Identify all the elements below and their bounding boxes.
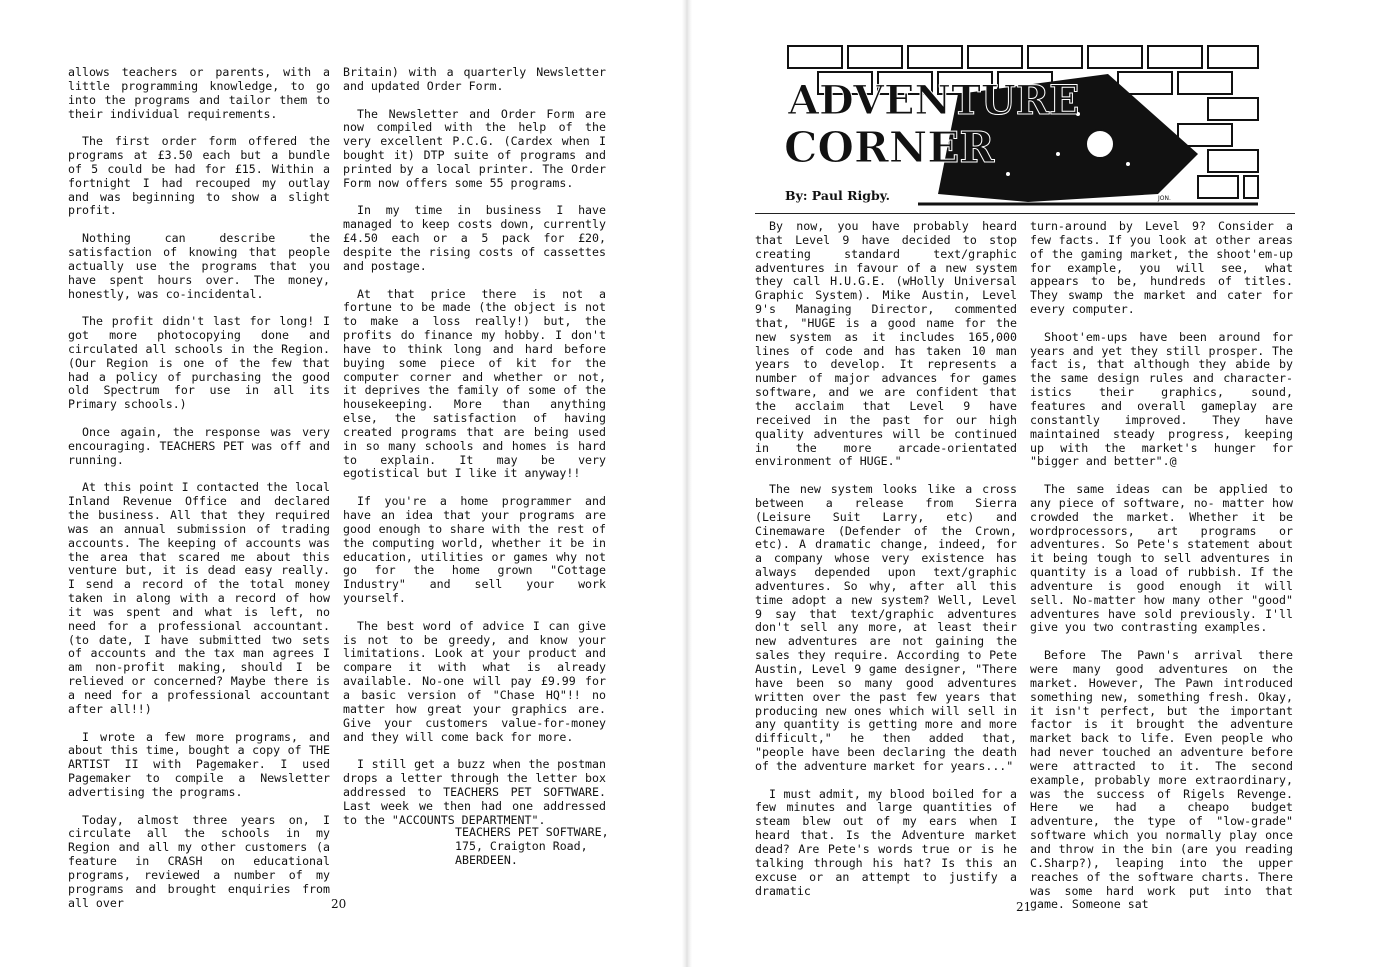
byline: By: Paul Rigby. [785, 188, 890, 203]
paragraph: The best word of advice I can give is not to be greedy, and know your limitations. Look at your product and compare it with what is already available. No-one will pay £9.99 for a basic version of "Chase HQ"!! no matter how great your graphics are. Give your customers value-for-money and they will come back for more. [343, 618, 606, 744]
adventure-corner-banner [778, 44, 1262, 206]
paragraph: Before The Pawn's arrival there were many good adventures on the market. However, The Pawn introduced something new, something fresh. Okay, it isn't perfect, but the important factor is it brought the adventure market back to life. Even people who had never touched an adventure before were attracted to it. The second example, probably more extraordinary, was the success of Rigels Revenge. Here we had a cheapo budget adventure, the type of "low-grade" software which you normally play once and throw in the bin (are you reading C.Sharp?), leaping into the upper reaches of the software charts. There was some hard work put into that game. Someone sat [1030, 648, 1293, 912]
banner-title-line1: ADVENTURE [788, 77, 1080, 124]
paragraph: Britain) with a quarterly Newsletter and updated Order Form. [343, 65, 606, 93]
paragraph: Nothing can describe the satisfaction of knowing that people actually use the programs that you have spent hours over. The money, honestly, was co-incidental. [68, 231, 330, 301]
right-column-2 [1030, 220, 1293, 926]
company-address: TEACHERS PET SOFTWARE, 175, Craigton Road, ABERDEEN. [455, 825, 609, 867]
page-number-left: 20 [331, 897, 347, 911]
paragraph: Once again, the response was very encouraging. TEACHERS PET was off and running. [68, 424, 330, 467]
paragraph: The Newsletter and Order Form are now compiled with the help of the very excellent P.C.G. (Cardex when I bought it) DTP suite of programs and printed by a local printer. The Order Form now offers some 55 programs. [343, 106, 606, 190]
paragraph: The profit didn't last for long! I got more photocopying done and circulated all schools in the Region. (Our Region is one of the few that had a policy of purchasing the good old Spectrum for use in all its Primary schools.) [68, 314, 330, 412]
paragraph: The first order form offered the programs at £3.50 each but a bundle of 5 could be had for £15. Within a fortnight I had recouped my outlay and was beginning to show a slight profit. [68, 134, 330, 218]
header-rule [755, 213, 1295, 214]
banner-title-line2: CORNER [784, 123, 995, 172]
left-column-1 [68, 66, 330, 924]
paragraph: Shoot'em-ups have been around for years and yet they still prosper. The fact is, that although they abide by the same design rules and character-istics their graphics, sound, features and overall gameplay are constantly improved. They have maintained steady progress, keeping up with the market's hunger for "bigger and better".@ [1030, 329, 1293, 469]
paragraph: By now, you have probably heard that Level 9 have decided to stop creating standard text/graphic adventures in favour of a new system they call H.U.G.E. (wHolly Universal Graphic System). Mike Austin, Level 9's Managing Director, commented that, "HUGE is a good name for the new system as it includes 165,000 lines of code and has taken 10 man years to develop. It represents a number of major advances for games software, and we are confident that the acclaim that Level 9 have received in the past for our high quality adventures will be continued in the more arcade-orientated environment of HUGE." [755, 219, 1017, 469]
paragraph: At this point I contacted the local Inland Revenue Office and declared the business. All that they required was an annual submission of trading accounts. The keeping of accounts was the area that scared me about this venture but, it is dead easy really. I send a record of the total money taken in along with a record of how it was spent and what is left, no need for a professional accountant. (to date, I have submitted two sets of accounts and the tax man agrees I am non-profit making, should I be relieved or concerned? Maybe there is a need for a professional accountant after all!!) [68, 480, 330, 716]
page-gutter [682, 0, 692, 967]
paragraph: turn-around by Level 9? Consider a few facts. If you look at other areas of the gaming market, the shoot'em-up for example, you will see, what appears to be, hundreds of titles. They swamp the market and cater for every computer. [1030, 219, 1293, 317]
paragraph: I must admit, my blood boiled for a few minutes and large quantities of steam blew out of my ears when I heard that. Is the Adventure market dead? Are Pete's words true or is he talking through his hat? Is this an excuse or an attempt to justify a dramatic [755, 786, 1017, 898]
paragraph: The same ideas can be applied to any piece of software, no- matter how crowded the market. Whether it be wordprocessors, art programs or adventures. So Pete's statement about it being tough to sell adventures in quantity is a load of rubbish. If the adventure is good enough it will sell. No-matter how many other "good" adventures have sold previously. I'll give you two contrasting examples. [1030, 482, 1293, 635]
paragraph: I still get a buzz when the postman drops a letter through the letter box addressed to TEACHERS PET SOFTWARE. Last week we then had one addressed to the "ACCOUNTS DEPARTMENT". [343, 757, 606, 827]
paragraph: At that price there is not a fortune to be made (the object is not to make a loss really!) but, the profits do finance my hobby. I don't have to think long and hard before buying some piece of kit for the computer corner and whether or not, it deprives the family of some of the housekeeping. More than anything else, the satisfaction of having created programs that are being used in so many schools and homes is hard to explain. It may be very egotistical but I like it anyway!! [343, 286, 606, 481]
paragraph: I wrote a few more programs, and about this time, bought a copy of THE ARTIST II with Pagemaker. I used Pagemaker to compile a Newsletter advertising the programs. [68, 729, 330, 799]
artist-signature: JON. [1158, 195, 1171, 202]
page-number-right: 21 [1016, 900, 1032, 914]
paragraph: allows teachers or parents, with a little programming knowledge, to go into the programs and tailor them to their individual requirements. [68, 65, 330, 121]
paragraph: The new system looks like a cross between a release from Sierra (Leisure Suit Larry, etc) and Cinemaware (Defender of the Crown, etc). A dramatic change, indeed, for a company whose very existence has always depended upon text/graphic adventures. So why, after all this time adopt a new system? Well, Level 9 say that text/graphic adventures don't sell any more, at least their new adventures are not gaining the sales they require. According to Pete Austin, Level 9 game designer, "There have been so many good adventures written over the past few years that producing new ones which will sell in any quantity is getting more and more difficult," he then added that, "people have been declaring the death of the adventure market for years..." [755, 482, 1017, 773]
paragraph: Today, almost three years on, I circulate all the schools in my Region and all my other customers (a feature in CRASH on educational programs, reviewed a number of my programs and brought enquiries from all over [68, 812, 330, 910]
left-column-2 [343, 66, 606, 841]
character-figure [1086, 130, 1114, 158]
paragraph: If you're a home programmer and have an idea that your programs are good enough to share with the rest of the computing world, whether it be in education, utilities or games why not go for the home grown "Cottage Industry" and sell your work yourself. [343, 494, 606, 606]
right-column-1 [755, 220, 1017, 912]
paragraph: In my time in business I have managed to keep costs down, currently £4.50 each or a 5 pack for £20, despite the rising costs of cassettes and postage. [343, 203, 606, 273]
